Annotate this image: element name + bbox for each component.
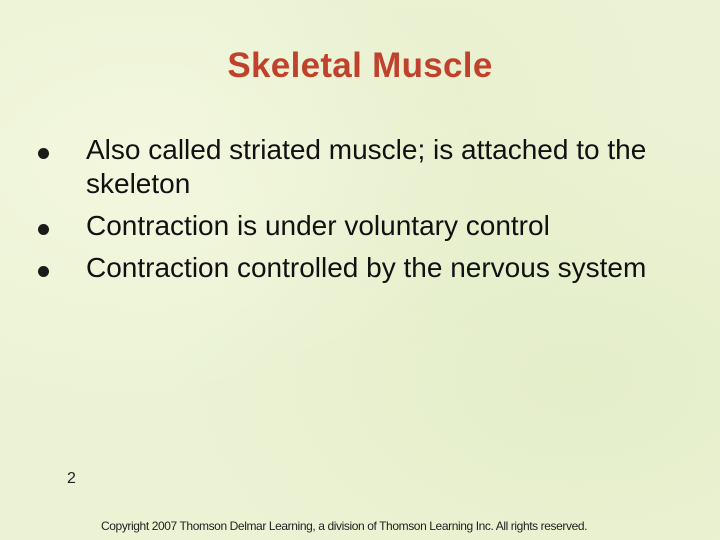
slide-title: Skeletal Muscle	[227, 46, 493, 85]
bullet-icon	[38, 266, 49, 277]
bullet-text: Contraction is under voluntary control	[86, 210, 550, 241]
bullet-text: Also called striated muscle; is attached to the skeleton	[86, 134, 647, 199]
bullet-icon	[38, 224, 49, 235]
bullet-list	[38, 133, 678, 285]
slide-number: 2	[67, 470, 76, 487]
bullet-item	[38, 133, 678, 201]
bullet-item	[38, 209, 678, 243]
bullet-icon	[38, 148, 49, 159]
copyright-notice: Copyright 2007 Thomson Delmar Learning, a division of Thomson Learning Inc. All rights reserved.	[101, 519, 588, 533]
bullet-item	[38, 251, 678, 285]
bullet-text: Contraction controlled by the nervous system	[86, 252, 647, 283]
